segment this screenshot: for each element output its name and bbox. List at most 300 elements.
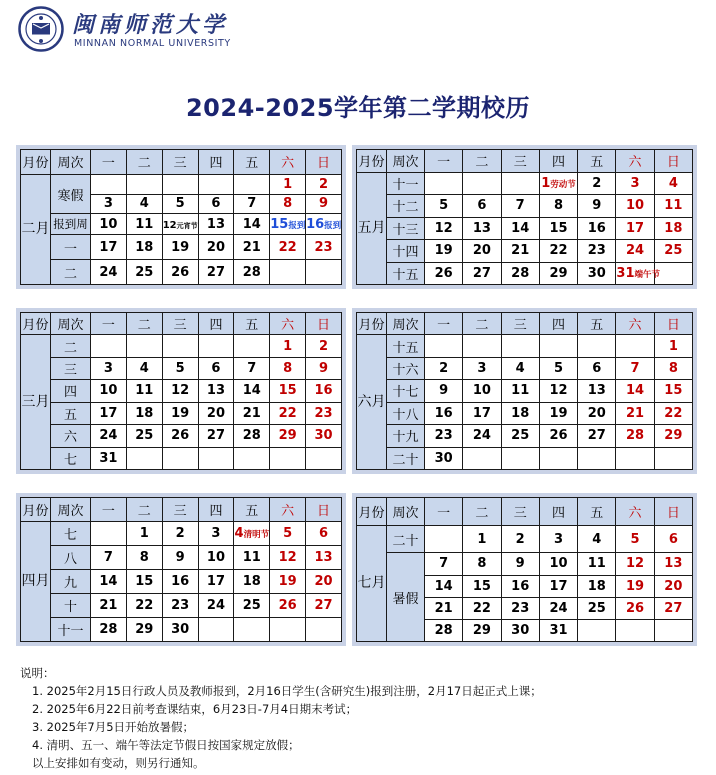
notes-footer: 以上安排如有变动，则另行通知。 [32,756,205,770]
day-header: 四 [539,313,577,335]
month-label: 六月 [357,335,387,470]
day-header: 三 [501,498,539,526]
day-cell: 7 [91,546,127,570]
day-cell: 30 [306,425,342,447]
day-cell: 30 [425,447,463,469]
day-cell: 27 [198,260,234,285]
day-cell: 24 [539,597,577,619]
day-cell [616,619,654,641]
day-cell [306,447,342,469]
day-cell: 25 [234,594,270,618]
day-cell: 16 [578,217,616,240]
week-label: 十二 [387,195,425,218]
day-cell: 26 [616,597,654,619]
day-header: 一 [91,150,127,175]
day-cell: 9 [162,546,198,570]
day-cell: 10 [198,546,234,570]
day-header: 二 [463,313,501,335]
day-cell: 25 [126,425,162,447]
day-cell: 22 [270,235,306,260]
day-cell: 29 [126,618,162,642]
week-row [357,380,693,402]
day-cell: 8 [463,553,501,575]
day-cell: 20 [198,402,234,424]
day-cell: 23 [306,402,342,424]
week-label: 十四 [387,240,425,263]
day-cell [126,174,162,194]
day-cell: 10 [616,195,654,218]
day-cell: 17 [198,570,234,594]
day-cell: 13 [306,546,342,570]
day-cell: 19 [270,570,306,594]
day-cell: 13 [463,217,501,240]
day-cell: 26 [425,262,463,285]
week-label: 五 [51,402,91,424]
day-cell: 3 [198,522,234,546]
header-row [21,498,342,522]
day-number: 16 [306,216,325,232]
month-label: 五月 [357,172,387,285]
day-cell [198,618,234,642]
day-cell: 11 [126,214,162,235]
day-cell: 27 [198,425,234,447]
day-cell [425,525,463,553]
day-cell: 26 [162,260,198,285]
day-cell: 23 [425,425,463,447]
day-cell: 26 [270,594,306,618]
day-cell: 30 [578,262,616,285]
week-label: 八 [51,546,91,570]
day-cell: 4 [654,172,692,195]
week-row [21,174,342,194]
day-header: 一 [425,313,463,335]
day-header-sunday: 日 [654,313,692,335]
day-cell: 19 [539,402,577,424]
day-header: 一 [91,313,127,335]
day-cell [162,335,198,357]
day-cell: 6 [198,194,234,214]
day-cell [578,447,616,469]
week-row [357,402,693,424]
day-header-saturday: 六 [616,313,654,335]
day-number: 4 [234,526,244,541]
month-label: 四月 [21,522,51,642]
day-cell: 17 [616,217,654,240]
day-cell [270,260,306,285]
day-cell [654,619,692,641]
day-header: 五 [578,313,616,335]
day-cell: 24 [463,425,501,447]
day-header: 五 [234,313,270,335]
day-cell: 28 [501,262,539,285]
day-cell: 4 [126,194,162,214]
day-cell: 2 [162,522,198,546]
day-cell [654,447,692,469]
day-cell: 16 [306,380,342,402]
day-cell: 29 [539,262,577,285]
day-cell: 12 [616,553,654,575]
day-cell: 12 [539,380,577,402]
month-header: 月份 [21,150,51,175]
day-cell [616,447,654,469]
day-cell [198,447,234,469]
day-cell: 5 [162,357,198,379]
day-cell: 5 [425,195,463,218]
day-cell: 8 [539,195,577,218]
day-cell-dragon-boat [616,262,661,285]
week-label: 报到周 [51,214,91,235]
month-header: 月份 [357,150,387,173]
day-cell: 9 [501,553,539,575]
header-row [357,313,693,335]
day-cell: 28 [425,619,463,641]
week-label: 十八 [387,402,425,424]
week-row [357,195,693,218]
week-header: 周次 [51,150,91,175]
day-header: 三 [162,498,198,522]
day-cell: 24 [198,594,234,618]
day-cell: 23 [578,240,616,263]
day-cell: 29 [463,619,501,641]
day-cell: 10 [539,553,577,575]
day-cell: 15 [270,380,306,402]
day-cell: 20 [463,240,501,263]
day-cell: 18 [654,217,692,240]
day-cell: 16 [501,575,539,597]
day-cell: 14 [501,217,539,240]
day-cell: 21 [616,402,654,424]
day-cell: 21 [425,597,463,619]
day-cell: 14 [616,380,654,402]
week-header: 周次 [51,498,91,522]
month-label: 三月 [21,335,51,470]
day-cell: 21 [234,402,270,424]
day-cell: 23 [306,235,342,260]
day-cell: 22 [126,594,162,618]
day-cell: 25 [578,597,616,619]
week-row [21,235,342,260]
day-cell: 17 [463,402,501,424]
page-title: 2024-2025学年第二学期校历 [185,94,531,122]
month-label: 七月 [357,525,387,641]
day-cell: 8 [126,546,162,570]
day-cell: 7 [425,553,463,575]
day-cell: 16 [425,402,463,424]
day-number: 31 [616,265,635,281]
university-logo [18,6,248,54]
day-cell: 20 [578,402,616,424]
day-cell: 9 [578,195,616,218]
holiday-note: 端午节 [634,269,661,280]
day-cell-qingming [234,522,270,546]
day-cell: 27 [306,594,342,618]
week-row [21,335,342,357]
day-cell: 1 [463,525,501,553]
day-cell: 22 [654,402,692,424]
day-cell: 25 [126,260,162,285]
day-cell: 25 [501,425,539,447]
day-cell [126,335,162,357]
day-header-saturday: 六 [616,150,654,173]
day-cell: 24 [91,260,127,285]
week-label: 十六 [387,357,425,379]
day-cell: 3 [463,357,501,379]
day-header-sunday: 日 [654,150,692,173]
week-label-summer: 暑假 [387,553,425,642]
day-cell [91,174,127,194]
day-cell: 14 [234,380,270,402]
day-cell: 10 [91,214,127,235]
week-row [357,335,693,357]
day-number: 1 [541,175,551,191]
day-cell: 22 [270,402,306,424]
day-cell: 4 [501,357,539,379]
calendar-table-jun [356,312,693,470]
header-row [357,150,693,173]
day-cell: 21 [234,235,270,260]
week-row [357,525,693,553]
day-cell: 3 [91,194,127,214]
day-header: 三 [162,313,198,335]
day-cell: 5 [539,357,577,379]
calendar-table-mar [20,312,342,470]
day-cell: 8 [270,194,306,214]
day-cell: 25 [654,240,692,263]
week-label: 十五 [387,262,425,285]
day-cell: 10 [91,380,127,402]
day-header-sunday: 日 [306,498,342,522]
week-label: 二十 [387,447,425,469]
week-label: 二 [51,260,91,285]
week-header: 周次 [51,313,91,335]
week-label: 三 [51,357,91,379]
day-cell: 28 [234,260,270,285]
day-cell: 11 [234,546,270,570]
month-header: 月份 [21,313,51,335]
week-row [21,260,342,285]
day-cell: 9 [425,380,463,402]
day-cell [425,335,463,357]
day-cell [501,447,539,469]
day-cell: 29 [654,425,692,447]
calendar-table-jul [356,497,693,642]
day-cell [198,174,234,194]
day-cell: 17 [91,235,127,260]
header-row [357,498,693,526]
week-label: 七 [51,522,91,546]
day-cell: 7 [234,194,270,214]
note-item: 1. 2025年2月15日行政人员及教师报到，2月16日学生(含研究生)报到注册，2月17日起正式上课； [32,684,542,698]
day-header-sunday: 日 [306,150,342,175]
day-cell: 18 [578,575,616,597]
day-cell: 6 [198,357,234,379]
week-label: 九 [51,570,91,594]
calendar-table-feb [20,149,342,285]
day-header: 一 [425,150,463,173]
day-cell: 24 [91,425,127,447]
day-cell: 31 [539,619,577,641]
month-block-apr [16,493,346,646]
note-item: 4. 清明、五一、端午等法定节假日按国家规定放假； [32,738,300,752]
holiday-note: 元宵节 [176,221,198,230]
day-cell: 20 [654,575,692,597]
day-number: 15 [270,216,289,232]
week-label: 十 [51,594,91,618]
day-cell: 19 [425,240,463,263]
day-header: 一 [91,498,127,522]
day-header: 五 [578,150,616,173]
week-row [21,380,342,402]
week-label: 十一 [387,172,425,195]
day-cell: 14 [425,575,463,597]
day-cell: 27 [463,262,501,285]
day-cell [306,618,342,642]
day-header-saturday: 六 [270,313,306,335]
week-row [21,618,342,642]
week-header: 周次 [387,498,425,526]
day-header-saturday: 六 [270,498,306,522]
week-row [357,262,693,285]
day-cell: 14 [234,214,270,235]
month-label: 二月 [21,174,51,284]
week-label: 十九 [387,425,425,447]
day-header: 一 [425,498,463,526]
day-cell: 2 [425,357,463,379]
day-header: 二 [126,498,162,522]
day-cell: 1 [654,335,692,357]
day-cell [91,335,127,357]
week-row [357,240,693,263]
day-cell: 2 [501,525,539,553]
day-cell: 31 [91,447,127,469]
day-cell: 15 [654,380,692,402]
day-cell: 1 [270,335,306,357]
day-cell: 2 [306,335,342,357]
day-cell [463,335,501,357]
day-cell: 15 [539,217,577,240]
day-cell [234,618,270,642]
day-cell: 9 [306,357,342,379]
calendar-table-may [356,149,693,285]
day-cell: 6 [654,525,692,553]
day-cell: 24 [616,240,654,263]
day-header: 四 [539,498,577,526]
logo-english-name: MINNAN NORMAL UNIVERSITY [74,38,231,49]
day-cell: 15 [126,570,162,594]
day-cell: 20 [198,235,234,260]
day-cell: 19 [162,402,198,424]
month-block-may [352,145,697,289]
holiday-note: 清明节 [243,530,270,540]
day-cell: 17 [539,575,577,597]
day-cell: 10 [463,380,501,402]
week-row [21,546,342,570]
day-header: 四 [198,498,234,522]
day-cell [270,447,306,469]
day-cell [463,172,501,195]
day-cell [162,174,198,194]
day-cell [198,335,234,357]
week-row [21,214,342,235]
day-cell: 9 [306,194,342,214]
week-row [21,570,342,594]
month-block-mar [16,308,346,474]
day-cell: 19 [616,575,654,597]
day-cell [539,447,577,469]
week-label: 七 [51,447,91,469]
day-cell [501,172,539,195]
day-header-saturday: 六 [616,498,654,526]
week-label: 四 [51,380,91,402]
day-cell-registration [306,214,342,235]
day-cell: 30 [162,618,198,642]
note-item: 3. 2025年7月5日开始放暑假； [32,720,195,734]
week-label: 十三 [387,217,425,240]
month-block-feb [16,145,346,289]
day-cell [463,447,501,469]
day-cell [234,447,270,469]
day-cell: 2 [578,172,616,195]
day-cell: 16 [162,570,198,594]
day-cell: 7 [234,357,270,379]
day-cell-labor-day [539,172,577,195]
day-cell: 1 [270,174,306,194]
month-header: 月份 [21,498,51,522]
week-row [357,172,693,195]
day-cell: 13 [198,214,234,235]
week-header: 周次 [387,150,425,173]
day-cell: 12 [270,546,306,570]
week-row [357,447,693,469]
week-header: 周次 [387,313,425,335]
day-header: 三 [501,150,539,173]
day-cell: 5 [616,525,654,553]
week-label: 十七 [387,380,425,402]
day-cell: 5 [162,194,198,214]
day-cell: 6 [306,522,342,546]
day-cell [91,522,127,546]
day-cell: 8 [270,357,306,379]
day-cell: 6 [463,195,501,218]
day-header: 四 [198,150,234,175]
day-cell: 5 [270,522,306,546]
month-block-jul [352,493,697,646]
day-cell: 29 [270,425,306,447]
day-cell: 12 [425,217,463,240]
header-row [21,150,342,175]
day-cell: 3 [91,357,127,379]
university-seal-icon [18,6,64,52]
day-cell: 18 [126,402,162,424]
day-cell: 30 [501,619,539,641]
day-cell: 3 [539,525,577,553]
day-cell [126,447,162,469]
day-cell [616,335,654,357]
day-cell [234,335,270,357]
week-label: 寒假 [51,174,91,214]
day-cell: 23 [501,597,539,619]
week-row [21,402,342,424]
week-row [21,522,342,546]
day-cell: 7 [501,195,539,218]
day-cell: 8 [654,357,692,379]
registration-note: 报到 [288,220,306,231]
day-cell: 17 [91,402,127,424]
day-cell: 18 [234,570,270,594]
month-header: 月份 [357,498,387,526]
day-cell: 13 [654,553,692,575]
day-cell: 18 [126,235,162,260]
